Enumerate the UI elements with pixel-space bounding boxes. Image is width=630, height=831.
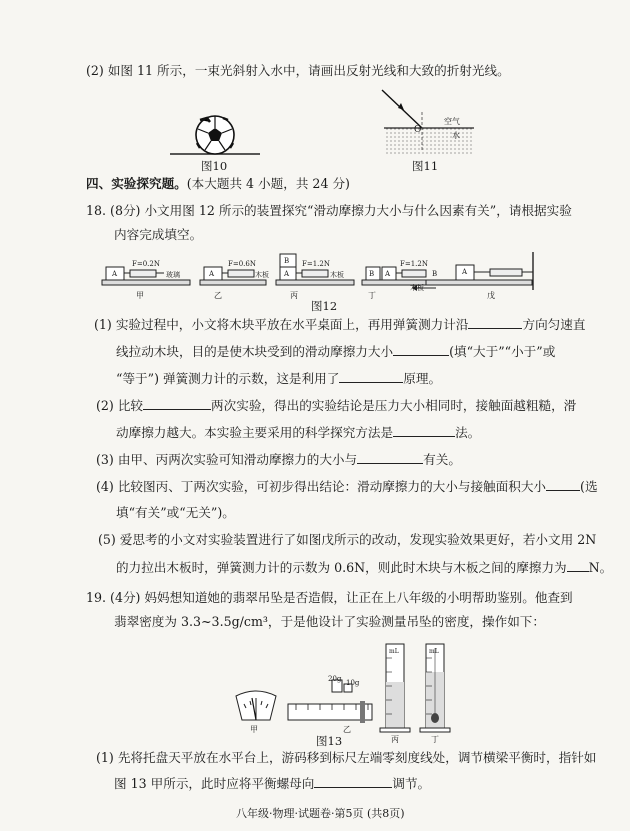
q18-part1-line2: [116, 343, 555, 360]
q18-p1-blank3[interactable]: [339, 370, 403, 383]
fig13-label-yi: 乙: [343, 725, 351, 734]
q18-p1-c: 线拉动木块，目的是使木块受到的滑动摩擦力大小: [116, 344, 394, 359]
q18-p2-a: (2) 比较: [96, 398, 144, 413]
q18-p5-c: N。: [588, 560, 613, 575]
q18-p3-a: (3) 由甲、丙两次实验可知滑动摩擦力的大小与: [96, 452, 358, 467]
q18-part5-line2: [116, 559, 612, 576]
fig13-ml-1: mL: [389, 648, 399, 655]
q18-p1-blank1[interactable]: [468, 316, 522, 329]
figure-10-caption: 图10: [201, 159, 228, 173]
fig12-board-2: 木板: [330, 271, 344, 279]
figure-11-light-refraction: [378, 88, 478, 158]
fig12-label-bing: 丙: [290, 291, 298, 300]
q18-p1-a: (1) 实验过程中，小文将木块平放在水平桌面上，再用弹簧测力计沿: [94, 317, 469, 332]
fig12-block-b3: B: [432, 270, 438, 278]
q18-line2: 内容完成填空。: [114, 227, 203, 242]
figure-10-soccer-ball: [170, 110, 260, 160]
q18-part2-line1: [96, 397, 576, 414]
fig13-label-ding: 丁: [431, 735, 439, 744]
q18-p5-blank[interactable]: [567, 559, 589, 572]
fig12-force-4: F=1.2N: [400, 260, 428, 268]
fig12-force-1: F=0.2N: [132, 260, 160, 268]
figure-11-caption: 图11: [412, 159, 439, 173]
q18-part2-line2: [116, 424, 480, 441]
q18-part3: [96, 451, 461, 468]
q18-p2-blank2[interactable]: [393, 424, 455, 437]
fig12-force-3: F=1.2N: [302, 260, 330, 268]
q19-part1-line2: [114, 775, 430, 792]
fig12-board-3: 木板: [410, 284, 424, 292]
fig12-block-a1: A: [112, 270, 118, 278]
question-2-text: (2) 如图 11 所示，一束光斜射入水中，请画出反射光线和大致的折射光线。: [86, 63, 510, 78]
fig12-block-b2: B: [369, 270, 375, 278]
q18-p2-d: 法。: [455, 425, 481, 440]
q18-part4-line1: [96, 478, 598, 495]
fig12-glass: 玻璃: [166, 271, 180, 279]
q19-p1-c: 调节。: [392, 776, 431, 791]
q18-p1-b: 方向匀速直: [522, 317, 586, 332]
fig12-label-wu: 戊: [487, 291, 495, 300]
section-heading: [86, 176, 350, 192]
fig12-block-b1: B: [284, 257, 290, 265]
figure-11-water-label: 水: [452, 131, 460, 140]
fig13-label-jia: 甲: [250, 725, 258, 734]
fig12-label-ding: 丁: [368, 291, 376, 300]
q18-part5-line1: (5) 爱思考的小文对实验装置进行了如图戊所示的改动，发现实验效果更好，若小文用 2N: [98, 532, 597, 547]
q19-line2: 翡翠密度为 3.3~3.5g/cm³，于是他设计了实验测量吊坠的密度，操作如下：: [114, 614, 545, 629]
q18-p5-b: 的力拉出木板时，弹簧测力计的示数为 0.6N，则此时木块与木板之间的摩擦力为: [116, 560, 567, 575]
fig13-weight-10g: 10g: [346, 679, 360, 687]
q18-part4-line2: 填“有关”或“无关”)。: [116, 505, 235, 520]
fig12-block-a2: A: [209, 270, 215, 278]
fig13-label-bing: 丙: [391, 735, 399, 744]
q18-p2-b: 两次实验，得出的实验结论是压力大小相同时，接触面越粗糙，滑: [211, 398, 577, 413]
fig13-ml-2: mL: [429, 648, 439, 655]
q19-line1: 19. (4分) 妈妈想知道她的翡翠吊坠是否造假，让正在上八年级的小明帮助鉴别。他查到: [86, 590, 573, 605]
fig12-block-a3: A: [284, 270, 290, 278]
q18-p1-f: 原理。: [403, 371, 442, 386]
q19-part1-line1: (1) 先将托盘天平放在水平台上，游码移到标尺左端零刻度线处，调节横梁平衡时，指针如: [96, 750, 597, 765]
figure-12-caption: 图12: [311, 299, 338, 313]
q19-p1-b: 图 13 甲所示，此时应将平衡螺母向: [114, 776, 315, 791]
figure-13-density-measurement: [228, 638, 458, 738]
page-footer: 八年级·物理·试题卷·第5页 (共8页): [236, 807, 405, 820]
q19-p1-blank[interactable]: [314, 775, 392, 788]
q18-p2-blank1[interactable]: [143, 397, 211, 410]
figure-11-air-label: 空气: [444, 117, 460, 126]
fig12-block-a5: A: [462, 268, 468, 276]
section-note: (本大题共 4 小题，共 24 分): [186, 176, 350, 191]
q18-p1-d: (填“大于”“小于”或: [449, 344, 556, 359]
q18-p2-c: 动摩擦力越大。本实验主要采用的科学探究方法是: [116, 425, 394, 440]
figure-13-caption: 图13: [316, 734, 343, 748]
q18-p4-blank[interactable]: [546, 478, 580, 491]
q18-line1: 18. (8分) 小文用图 12 所示的装置探究“滑动摩擦力大小与什么因素有关”，请根据实验: [86, 203, 572, 218]
figure-11-point-o: O: [414, 125, 422, 135]
fig12-label-yi: 乙: [214, 291, 222, 300]
fig12-label-jia: 甲: [136, 291, 144, 300]
q18-p4-b: (选: [580, 479, 598, 494]
q18-p3-blank[interactable]: [357, 451, 423, 464]
q18-p1-blank2[interactable]: [393, 343, 449, 356]
fig13-weight-20g: 20g: [328, 675, 342, 683]
fig12-block-a4: A: [385, 270, 391, 278]
q18-p3-b: 有关。: [423, 452, 461, 467]
fig12-force-2: F=0.6N: [228, 260, 256, 268]
fig12-board-1: 木板: [255, 271, 269, 279]
section-title: 四、实验探究题。: [86, 176, 187, 191]
q18-part1-line1: [94, 316, 585, 333]
q18-p4-a: (4) 比较图丙、丁两次实验，可初步得出结论：滑动摩擦力的大小与接触面积大小: [96, 479, 547, 494]
q18-part1-line3: [116, 370, 441, 387]
q18-p1-e: “等于”) 弹簧测力计的示数，这是利用了: [116, 371, 340, 386]
